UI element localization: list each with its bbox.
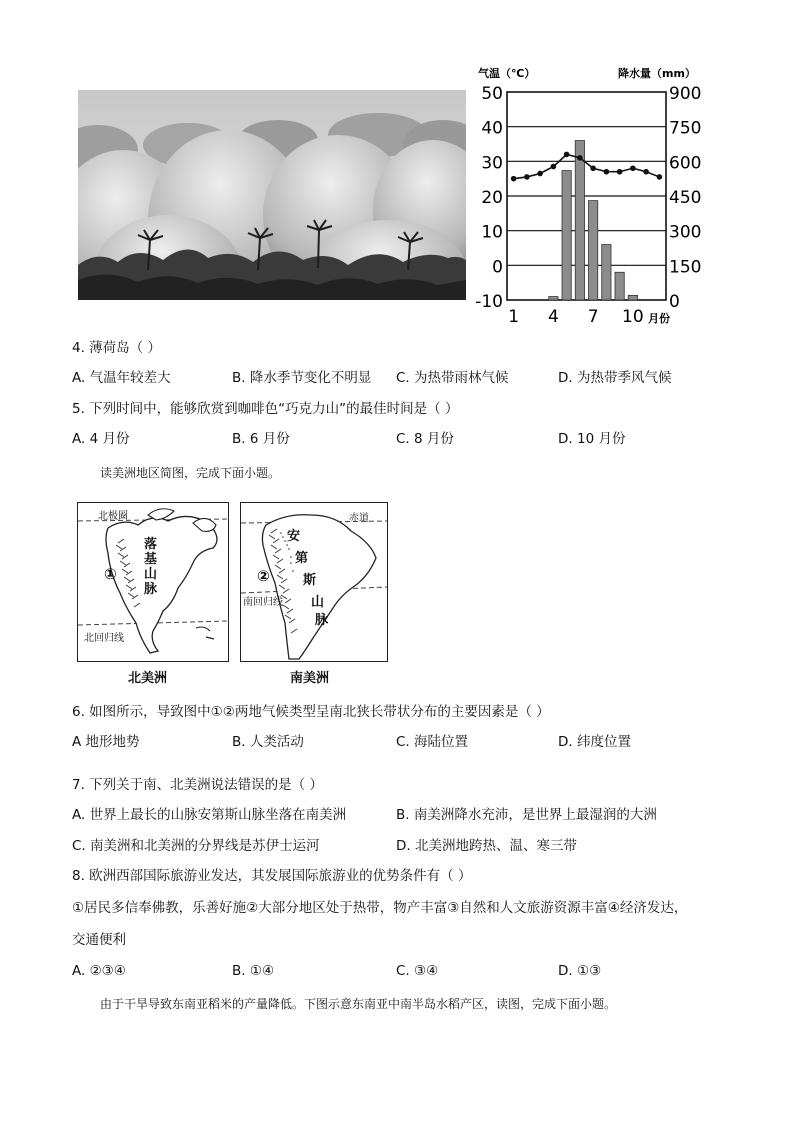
andes-char-1: 安 bbox=[287, 529, 301, 544]
x-unit-label: 月份 bbox=[648, 312, 671, 325]
right-tick-label: 750 bbox=[669, 118, 702, 139]
q8-option-c[interactable]: C. ③④ bbox=[396, 963, 439, 979]
question-8-stem: 8. 欧洲西部国际旅游业发达，其发展国际旅游业的优势条件有（ ） bbox=[72, 868, 472, 884]
temperature-point bbox=[577, 155, 583, 161]
temperature-point bbox=[630, 165, 636, 171]
question-6-stem: 6. 如图所示，导致图中①②两地气候类型呈南北狭长带状分布的主要因素是（ ） bbox=[72, 704, 550, 720]
rocky-char-4: 脉 bbox=[144, 582, 158, 597]
q6-option-a[interactable]: A 地形地势 bbox=[72, 734, 140, 750]
q5-option-d[interactable]: D. 10 月份 bbox=[558, 431, 626, 447]
rocky-char-2: 基 bbox=[144, 552, 158, 567]
q8-option-b[interactable]: B. ①④ bbox=[232, 963, 275, 979]
question-8-stem-line3: 交通便利 bbox=[72, 932, 126, 948]
right-tick-label: 450 bbox=[669, 188, 702, 208]
precip-bar bbox=[562, 171, 571, 300]
southeast-asia-intro: 由于干旱导致东南亚稻米的产量降低。下图示意东南亚中南半岛水稻产区，读图，完成下面小题。 bbox=[100, 997, 617, 1011]
climate-chart-svg bbox=[470, 62, 710, 327]
question-4-stem: 4. 薄荷岛（ ） bbox=[72, 340, 161, 356]
precip-bar bbox=[575, 141, 584, 300]
left-tick-label: -10 bbox=[475, 292, 503, 312]
right-tick-label: 150 bbox=[669, 257, 702, 278]
q8-option-a[interactable]: A. ②③④ bbox=[72, 963, 126, 979]
temperature-point bbox=[511, 176, 517, 182]
right-axis-label: 降水量（mm） bbox=[618, 67, 696, 80]
chocolate-hills-photo bbox=[78, 90, 466, 300]
left-tick-label: 20 bbox=[481, 188, 503, 208]
x-tick-label: 1 bbox=[508, 307, 520, 327]
q6-option-c[interactable]: C. 海陆位置 bbox=[396, 734, 469, 750]
tropic-cancer-label: 北回归线 bbox=[84, 633, 124, 644]
temperature-point bbox=[524, 174, 530, 180]
temperature-line bbox=[514, 154, 660, 178]
andes-char-5: 脉 bbox=[315, 613, 329, 628]
left-tick-label: 50 bbox=[481, 84, 503, 104]
q6-option-d[interactable]: D. 纬度位置 bbox=[558, 734, 631, 750]
temperature-point bbox=[590, 165, 596, 171]
south-america-map bbox=[240, 502, 388, 662]
q7-option-a[interactable]: A. 世界上最长的山脉安第斯山脉坐落在南美洲 bbox=[72, 807, 347, 823]
tropic-capricorn-label: 南回归线 bbox=[243, 597, 283, 608]
temperature-point bbox=[551, 164, 557, 170]
right-tick-label: 0 bbox=[669, 292, 680, 312]
precip-bar bbox=[588, 201, 597, 300]
temperature-point bbox=[564, 152, 570, 158]
andes-char-3: 斯 bbox=[303, 573, 317, 588]
q8-option-d[interactable]: D. ①③ bbox=[558, 963, 602, 979]
question-5-stem: 5. 下列时间中，能够欣赏到咖啡色“巧克力山”的最佳时间是（ ） bbox=[72, 401, 459, 417]
precip-bar bbox=[615, 272, 624, 300]
x-tick-label: 7 bbox=[587, 307, 599, 327]
left-tick-label: 30 bbox=[481, 153, 503, 174]
north-america-map bbox=[77, 502, 229, 662]
andes-char-2: 第 bbox=[295, 551, 309, 566]
temperature-point bbox=[537, 171, 543, 177]
x-tick-label: 4 bbox=[547, 307, 559, 327]
north-america-caption: 北美洲 bbox=[128, 671, 168, 686]
left-tick-label: 10 bbox=[481, 222, 503, 243]
q7-option-b[interactable]: B. 南美洲降水充沛，是世界上最湿润的大洲 bbox=[396, 807, 657, 823]
south-america-caption: 南美洲 bbox=[290, 671, 330, 686]
rocky-mountains-label bbox=[144, 537, 158, 597]
temperature-point bbox=[657, 174, 663, 180]
left-tick-label: 0 bbox=[492, 257, 503, 278]
rocky-char-1: 落 bbox=[144, 537, 158, 552]
q7-option-c[interactable]: C. 南美洲和北美洲的分界线是苏伊士运河 bbox=[72, 838, 320, 854]
temperature-point bbox=[643, 169, 649, 175]
left-tick-label: 40 bbox=[481, 118, 503, 139]
region-2-marker: ② bbox=[257, 567, 270, 585]
precip-bar bbox=[602, 245, 611, 300]
right-tick-label: 300 bbox=[669, 222, 702, 243]
right-tick-label: 900 bbox=[669, 84, 702, 104]
americas-intro: 读美洲地区简图，完成下面小题。 bbox=[100, 466, 281, 480]
q4-option-b[interactable]: B. 降水季节变化不明显 bbox=[232, 370, 372, 386]
arctic-circle-label: 北极圈 bbox=[98, 511, 128, 522]
q5-option-b[interactable]: B. 6 月份 bbox=[232, 431, 290, 447]
precip-bar bbox=[628, 295, 637, 300]
q7-option-d[interactable]: D. 北美洲地跨热、温、寒三带 bbox=[396, 838, 577, 854]
question-8-stem-line2: ①居民多信奉佛教，乐善好施②大部分地区处于热带，物产丰富③自然和人文旅游资源丰富④经济发达， bbox=[72, 900, 688, 916]
q4-option-d[interactable]: D. 为热带季风气候 bbox=[558, 370, 672, 386]
question-7-stem: 7. 下列关于南、北美洲说法错误的是（ ） bbox=[72, 777, 323, 793]
q5-option-c[interactable]: C. 8 月份 bbox=[396, 431, 454, 447]
x-tick-label: 10 bbox=[622, 307, 644, 327]
equator-label: 赤道 bbox=[349, 513, 369, 524]
q5-option-a[interactable]: A. 4 月份 bbox=[72, 431, 130, 447]
region-1-marker: ① bbox=[104, 565, 117, 583]
temperature-point bbox=[604, 169, 610, 175]
right-tick-label: 600 bbox=[669, 153, 702, 174]
climate-chart bbox=[470, 62, 710, 327]
q6-option-b[interactable]: B. 人类活动 bbox=[232, 734, 304, 750]
rocky-char-3: 山 bbox=[144, 567, 158, 582]
q4-option-c[interactable]: C. 为热带雨林气候 bbox=[396, 370, 509, 386]
left-axis-label: 气温（℃） bbox=[478, 67, 536, 80]
precip-bar bbox=[549, 297, 558, 300]
andes-char-4: 山 bbox=[311, 595, 325, 610]
q4-option-a[interactable]: A. 气温年较差大 bbox=[72, 370, 171, 386]
temperature-point bbox=[617, 169, 623, 175]
